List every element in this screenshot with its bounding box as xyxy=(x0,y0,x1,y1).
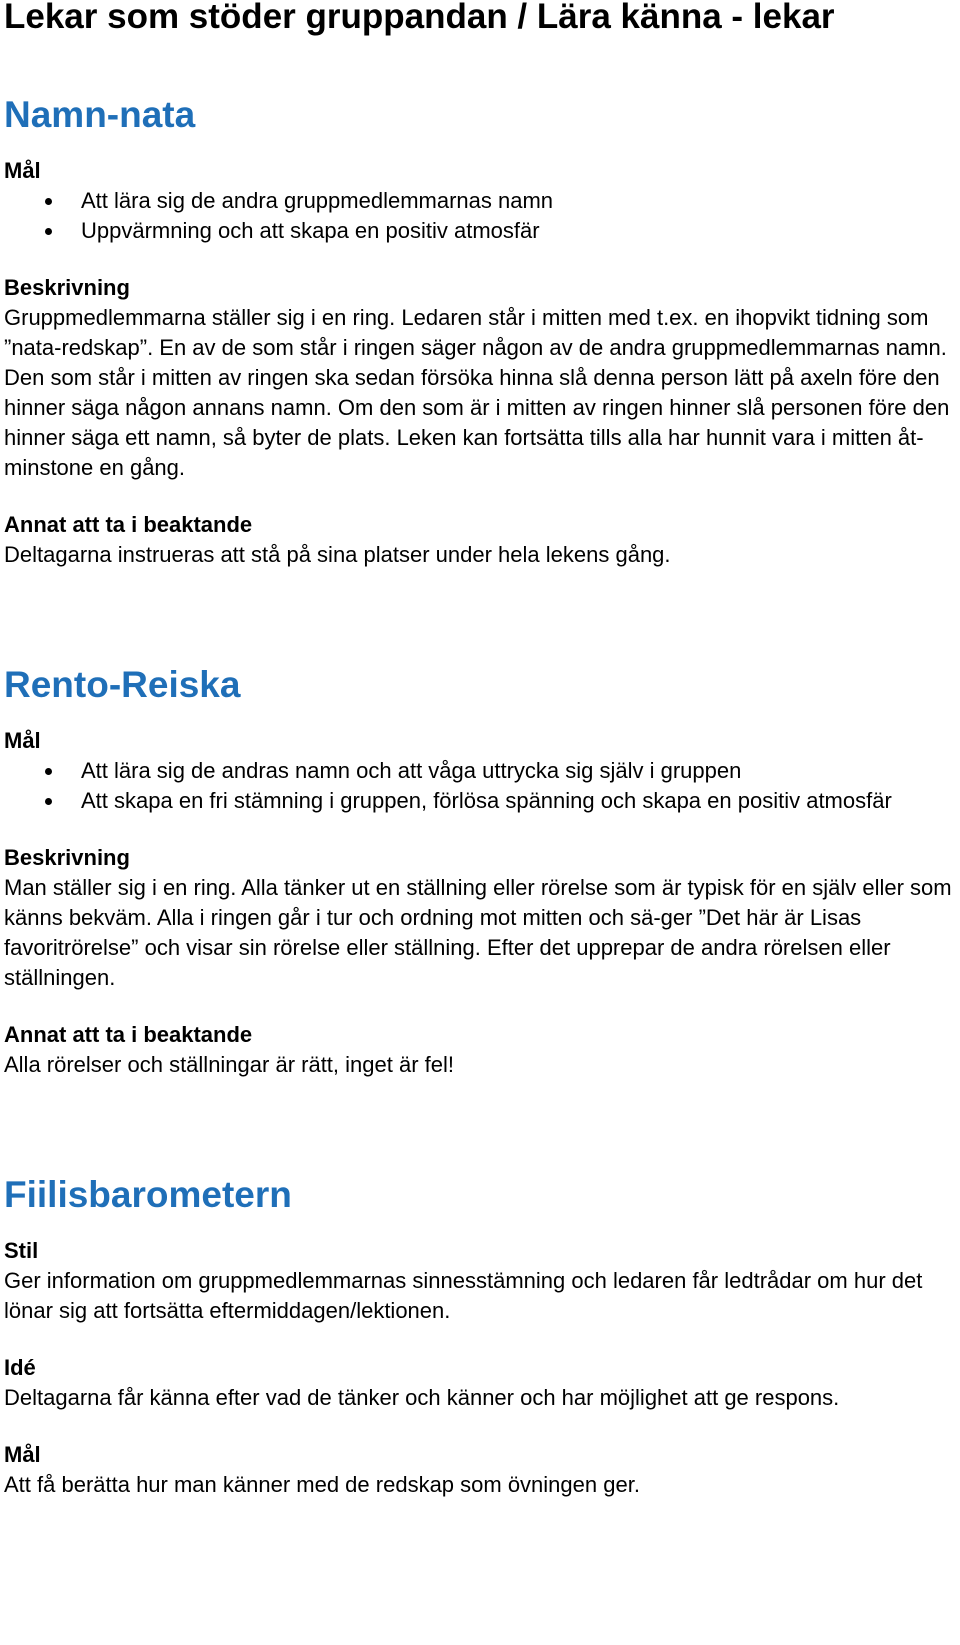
goal-text: Att få berätta hur man känner med de redskap som övningen ger. xyxy=(4,1472,640,1497)
goal-label: Mål xyxy=(4,1442,41,1467)
note-label: Annat att ta i beaktande xyxy=(4,512,253,537)
goal-text: Att skapa en fri stämning i gruppen, förlösa spänning och skapa en positiv atmosfär xyxy=(81,788,892,813)
description-text: Man ställer sig i en ring. Alla tänker ut en ställning eller rörelse som är typisk för en själv eller som känns bekväm. Alla i ringen går i tur och ordning mot mitten och sä-ger ”Det här är Lisas favoritrörelse” och visar sin rörelse eller ställning. Efter det upprepar de andra rörelsen eller ställningen. xyxy=(4,875,952,990)
section-fiilisbarometern xyxy=(4,1174,954,1500)
document-title: Lekar som stöder gruppandan / Lära känna - lekar xyxy=(4,0,835,36)
goal-list xyxy=(4,186,954,246)
bullet-icon xyxy=(45,798,52,805)
note-text: Alla rörelser och ställningar är rätt, inget är fel! xyxy=(4,1052,454,1077)
list-item xyxy=(4,786,954,816)
section-rento-reiska xyxy=(4,664,954,1080)
bullet-icon xyxy=(45,228,52,235)
goal-label: Mål xyxy=(4,158,41,183)
list-item xyxy=(4,756,954,786)
style-label: Stil xyxy=(4,1238,39,1263)
idea-text: Deltagarna får känna efter vad de tänker och känner och har möjlighet att ge respons. xyxy=(4,1385,840,1410)
goal-text: Uppvärmning och att skapa en positiv atmosfär xyxy=(81,218,540,243)
section-title: Fiilisbarometern xyxy=(4,1174,292,1215)
goal-text: Att lära sig de andra gruppmedlemmarnas namn xyxy=(81,188,554,213)
section-title: Rento-Reiska xyxy=(4,664,241,705)
goal-text: Att lära sig de andras namn och att våga uttrycka sig själv i gruppen xyxy=(81,758,742,783)
note-label: Annat att ta i beaktande xyxy=(4,1022,253,1047)
style-text: Ger information om gruppmedlemmarnas sinnesstämning och ledaren får ledtrådar om hur det lönar sig att fortsätta eftermiddagen/lektionen. xyxy=(4,1268,923,1323)
note-text: Deltagarna instrueras att stå på sina platser under hela lekens gång. xyxy=(4,542,671,567)
description-label: Beskrivning xyxy=(4,275,130,300)
goal-list xyxy=(4,756,954,816)
section-title: Namn-nata xyxy=(4,94,196,135)
list-item xyxy=(4,216,954,246)
description-label: Beskrivning xyxy=(4,845,130,870)
document-page xyxy=(4,0,954,1500)
section-namn-nata xyxy=(4,94,954,570)
description-text: Gruppmedlemmarna ställer sig i en ring. Ledaren står i mitten med t.ex. en ihopvikt tidning som ”nata-redskap”. En av de som står i ringen säger någon av de andra gruppmedlemmarnas namn. Den som står i mitten av ringen ska sedan försöka hinna slå denna person lätt på axeln före den hinner säga någon annans namn. Om den som är i mitten av ringen hinner slå personen före den hinner säga ett namn, så byter de plats. Leken kan fortsätta tills alla har hunnit vara i mitten åt-minstone en gång. xyxy=(4,305,950,480)
list-item xyxy=(4,186,954,216)
idea-label: Idé xyxy=(4,1355,36,1380)
goal-label: Mål xyxy=(4,728,41,753)
bullet-icon xyxy=(45,198,52,205)
bullet-icon xyxy=(45,768,52,775)
